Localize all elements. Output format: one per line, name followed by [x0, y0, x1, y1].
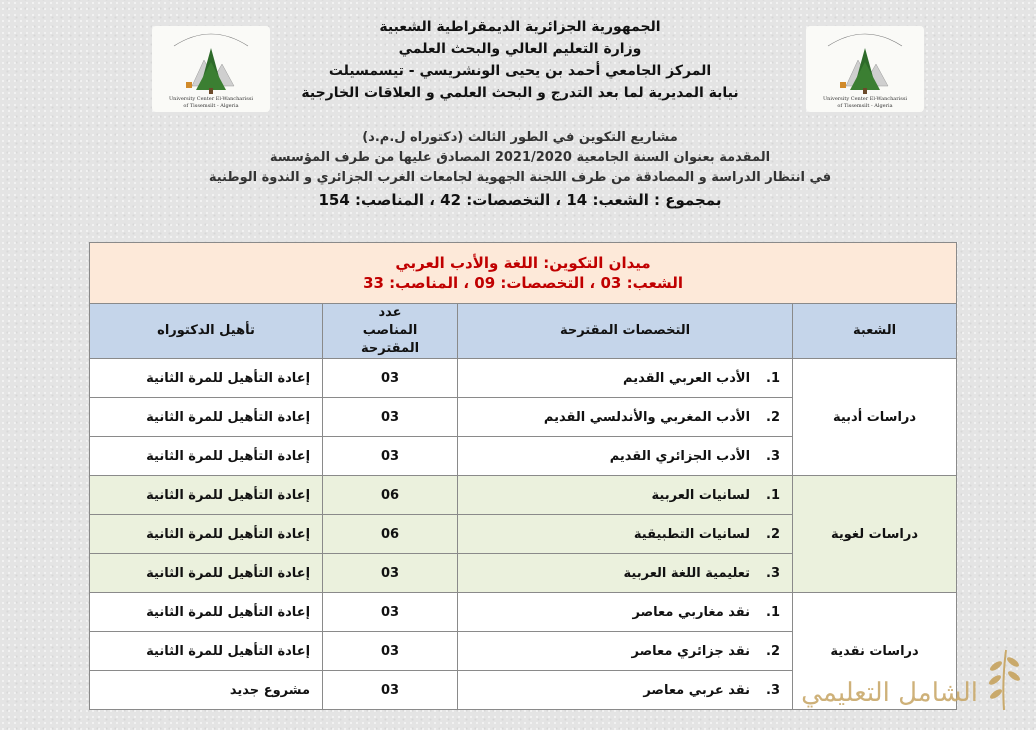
qualification-cell: إعادة التأهيل للمرة الثانية — [90, 359, 323, 398]
specialty-name: نقد عربي معاصر — [643, 682, 751, 698]
subheader-total: بمجموع : الشعب: 14 ، التخصصات: 42 ، المناصب: 154 — [318, 191, 722, 209]
seats-cell: 03 — [323, 632, 458, 671]
domain-banner-row — [90, 243, 957, 304]
header-line-center: المركز الجامعي أحمد بن يحيى الونشريسي - تيسمسيلت — [328, 63, 712, 79]
row-number: 1. — [766, 604, 781, 620]
university-logo-left — [152, 26, 270, 112]
table-row — [90, 593, 957, 632]
watermark-text: الشامل التعليمي — [801, 678, 978, 708]
specialty-cell — [458, 515, 793, 554]
qualification-cell: إعادة التأهيل للمرة الثانية — [90, 554, 323, 593]
table-row — [90, 359, 957, 398]
col-header-seats-label: عدد المناصب المقترحة — [361, 305, 420, 356]
row-number: 1. — [766, 487, 781, 503]
university-logo-right — [806, 26, 924, 112]
row-number: 1. — [766, 370, 781, 386]
qualification-cell: إعادة التأهيل للمرة الثانية — [90, 437, 323, 476]
subheader-pending: في انتظار الدراسة و المصادقة من طرف اللجنة الجهوية لجامعات الغرب الجزائري و الندوة الوطنية — [208, 170, 832, 185]
row-number: 2. — [766, 409, 781, 425]
logo-caption: University Center El-Wancharissi — [822, 96, 908, 102]
logo-caption: of Tissemsilt - Algeria — [183, 103, 239, 109]
domain-stats: الشعب: 03 ، التخصصات: 09 ، المناصب: 33 — [363, 274, 683, 292]
specialty-name: الأدب المغربي والأندلسي القديم — [543, 409, 751, 425]
specialty-cell — [458, 437, 793, 476]
qualification-cell: إعادة التأهيل للمرة الثانية — [90, 398, 323, 437]
col-header-seats — [323, 304, 458, 359]
specialty-name: الأدب العربي القديم — [623, 370, 751, 386]
domain-banner — [90, 243, 957, 304]
specialty-cell — [458, 554, 793, 593]
subheader-title: مشاريع التكوين في الطور الثالث (دكتوراه ل.م.د) — [362, 130, 678, 145]
qualification-cell: إعادة التأهيل للمرة الثانية — [90, 515, 323, 554]
document-header — [290, 16, 750, 104]
seats-cell: 03 — [323, 671, 458, 710]
seats-cell: 03 — [323, 593, 458, 632]
branch-cell: دراسات أدبية — [793, 359, 957, 476]
table-row — [90, 476, 957, 515]
seats-cell: 03 — [323, 398, 458, 437]
doctoral-projects-table — [89, 242, 957, 710]
branch-cell: دراسات نقدية — [793, 593, 957, 710]
header-line-directorate: نيابة المديرية لما بعد التدرج و البحث العلمي و العلاقات الخارجية — [301, 85, 739, 101]
col-header-specialties: التخصصات المقترحة — [458, 304, 793, 359]
specialty-cell — [458, 593, 793, 632]
specialty-name: لسانيات العربية — [651, 487, 751, 503]
specialty-name: تعليمية اللغة العربية — [623, 565, 751, 581]
qualification-cell: إعادة التأهيل للمرة الثانية — [90, 593, 323, 632]
qualification-cell: إعادة التأهيل للمرة الثانية — [90, 632, 323, 671]
column-header-row — [90, 304, 957, 359]
specialty-cell — [458, 398, 793, 437]
specialty-name: لسانيات التطبيقية — [633, 526, 751, 542]
seats-cell: 03 — [323, 359, 458, 398]
specialty-cell — [458, 632, 793, 671]
logo-caption: of Tissemsilt - Algeria — [837, 103, 893, 109]
specialty-name: الأدب الجزائري القديم — [609, 448, 751, 464]
row-number: 3. — [766, 682, 781, 698]
watermark — [754, 644, 1024, 716]
seats-cell: 06 — [323, 515, 458, 554]
seats-cell: 03 — [323, 437, 458, 476]
qualification-cell: مشروع جديد — [90, 671, 323, 710]
row-number: 3. — [766, 565, 781, 581]
specialty-cell — [458, 671, 793, 710]
row-number: 2. — [766, 526, 781, 542]
logo-caption: University Center El-Wancharissi — [168, 96, 254, 102]
specialty-cell — [458, 476, 793, 515]
col-header-branch: الشعبة — [793, 304, 957, 359]
col-header-qualification: تأهيل الدكتوراه — [90, 304, 323, 359]
branch-cell: دراسات لغوية — [793, 476, 957, 593]
row-number: 2. — [766, 643, 781, 659]
seats-cell: 03 — [323, 554, 458, 593]
qualification-cell: إعادة التأهيل للمرة الثانية — [90, 476, 323, 515]
specialty-name: نقد جزائري معاصر — [631, 643, 751, 659]
seats-cell: 06 — [323, 476, 458, 515]
header-line-republic: الجمهورية الجزائرية الديمقراطية الشعبية — [379, 19, 661, 35]
subheader-year: المقدمة بعنوان السنة الجامعية 2021/2020 المصادق عليها من طرف المؤسسة — [269, 150, 771, 165]
domain-title: ميدان التكوين: اللغة والأدب العربي — [395, 254, 651, 272]
document-subheader — [170, 128, 870, 210]
specialty-cell — [458, 359, 793, 398]
specialty-name: نقد مغاربي معاصر — [632, 604, 751, 620]
header-line-ministry: وزارة التعليم العالي والبحث العلمي — [398, 41, 642, 57]
wheat-branch-icon — [984, 646, 1024, 712]
row-number: 3. — [766, 448, 781, 464]
